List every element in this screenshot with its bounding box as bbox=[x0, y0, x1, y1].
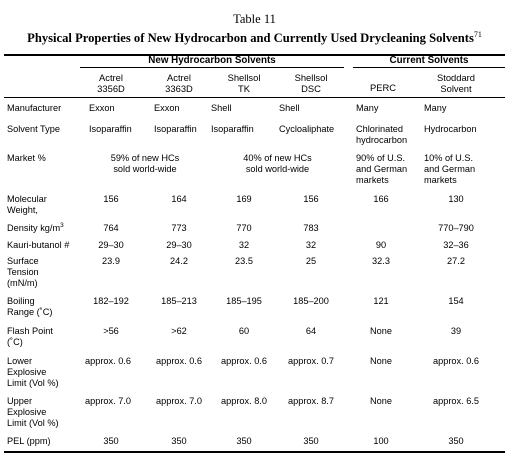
group-rule-new bbox=[80, 67, 344, 68]
cell-manufacturer-actrel-3356d: Exxon bbox=[89, 103, 115, 113]
cell-solvent-type-shellsol-dsc: Cycloaliphate bbox=[279, 124, 335, 134]
cell-flash-point-actrel-3363d: >62 bbox=[171, 326, 187, 336]
label-line: Surface bbox=[7, 256, 39, 266]
label-line: Range (˚C) bbox=[7, 307, 53, 317]
cell-boiling-range-actrel-3356d: 182–192 bbox=[93, 296, 129, 306]
column-header-line: Shellsol bbox=[294, 72, 328, 83]
column-header-line: Shellsol bbox=[227, 72, 261, 83]
cell-lel-stoddard: approx. 0.6 bbox=[433, 356, 479, 366]
cell-surface-tension-actrel-3363d: 24.2 bbox=[170, 256, 188, 266]
label-line: (˚C) bbox=[7, 337, 23, 347]
row-label-lower-explosive-limit bbox=[7, 356, 59, 389]
cell-pel-perc: 100 bbox=[373, 436, 389, 446]
cell-surface-tension-stoddard: 27.2 bbox=[447, 256, 465, 266]
cell-solvent-type-perc bbox=[356, 124, 407, 146]
cell-kauri-perc: 90 bbox=[375, 240, 387, 250]
cell-line: 10% of U.S. bbox=[424, 153, 474, 163]
label-line: Explosive bbox=[7, 367, 47, 377]
cell-manufacturer-stoddard: Many bbox=[424, 103, 447, 113]
cell-boiling-range-shellsol-dsc: 185–200 bbox=[293, 296, 329, 306]
cell-molecular-weight-shellsol-tk: 169 bbox=[236, 194, 252, 204]
column-header-line: 3363D bbox=[165, 83, 193, 94]
cell-solvent-type-shellsol-tk: Isoparaffin bbox=[211, 124, 254, 134]
cell-density-actrel-3356d: 764 bbox=[103, 223, 119, 233]
cell-market-perc bbox=[356, 153, 407, 186]
cell-line: markets bbox=[356, 175, 389, 185]
cell-lel-shellsol-tk: approx. 0.6 bbox=[221, 356, 267, 366]
cell-market-exxon bbox=[80, 153, 210, 175]
cell-line: hydrocarbon bbox=[356, 135, 408, 145]
cell-molecular-weight-actrel-3363d: 164 bbox=[171, 194, 187, 204]
label-line: Limit (Vol %) bbox=[7, 418, 59, 428]
cell-pel-actrel-3363d: 350 bbox=[171, 436, 187, 446]
cell-line: 90% of U.S. bbox=[356, 153, 406, 163]
cell-molecular-weight-stoddard: 130 bbox=[448, 194, 464, 204]
cell-density-shellsol-dsc: 783 bbox=[303, 223, 319, 233]
label-superscript: 3 bbox=[60, 222, 64, 229]
column-header-line: Solvent bbox=[440, 83, 472, 94]
cell-line: Chlorinated bbox=[356, 124, 403, 134]
bottom-rule bbox=[4, 451, 505, 453]
cell-molecular-weight-actrel-3356d: 156 bbox=[103, 194, 119, 204]
cell-kauri-shellsol-dsc: 32 bbox=[305, 240, 317, 250]
cell-manufacturer-shellsol-tk: Shell bbox=[211, 103, 232, 113]
cell-kauri-stoddard: 32–36 bbox=[443, 240, 469, 250]
cell-density-stoddard: 770–790 bbox=[438, 223, 474, 233]
cell-line: and German bbox=[424, 164, 476, 174]
cell-manufacturer-perc: Many bbox=[356, 103, 379, 113]
cell-kauri-actrel-3356d: 29–30 bbox=[98, 240, 124, 250]
cell-boiling-range-stoddard: 154 bbox=[448, 296, 464, 306]
label-line: Explosive bbox=[7, 407, 47, 417]
cell-manufacturer-actrel-3363d: Exxon bbox=[154, 103, 180, 113]
row-label-upper-explosive-limit bbox=[7, 396, 59, 429]
row-label-density bbox=[7, 223, 64, 234]
column-header-perc: PERC bbox=[369, 82, 397, 93]
label-line: Lower bbox=[7, 356, 33, 366]
cell-kauri-shellsol-tk: 32 bbox=[238, 240, 250, 250]
column-header-shellsol-dsc bbox=[280, 72, 342, 94]
cell-market-shell bbox=[213, 153, 342, 175]
cell-surface-tension-perc: 32.3 bbox=[372, 256, 390, 266]
table-number: Table 11 bbox=[233, 12, 276, 26]
cell-boiling-range-actrel-3363d: 185–213 bbox=[161, 296, 197, 306]
row-label-solvent-type: Solvent Type bbox=[7, 124, 60, 134]
cell-flash-point-shellsol-tk: 60 bbox=[238, 326, 250, 336]
cell-manufacturer-shellsol-dsc: Shell bbox=[279, 103, 300, 113]
column-header-line: 3356D bbox=[97, 83, 125, 94]
label-line: Weight, bbox=[7, 205, 38, 215]
row-label-molecular-weight bbox=[7, 194, 47, 216]
cell-solvent-type-actrel-3356d: Isoparaffin bbox=[89, 124, 132, 134]
label-line: Tension bbox=[7, 267, 39, 277]
cell-kauri-actrel-3363d: 29–30 bbox=[166, 240, 192, 250]
cell-uel-shellsol-tk: approx. 8.0 bbox=[221, 396, 267, 406]
column-header-line: Actrel bbox=[167, 72, 191, 83]
label-line: Molecular bbox=[7, 194, 47, 204]
column-header-actrel-3363d bbox=[148, 72, 210, 94]
group-header-current: Current Solvents bbox=[389, 55, 469, 66]
caption-text: Physical Properties of New Hydrocarbon and Currently Used Drycleaning Solvents bbox=[27, 31, 474, 45]
cell-flash-point-stoddard: 39 bbox=[450, 326, 462, 336]
cell-surface-tension-shellsol-tk: 23.5 bbox=[235, 256, 253, 266]
cell-boiling-range-shellsol-tk: 185–195 bbox=[226, 296, 262, 306]
label-line: Upper bbox=[7, 396, 33, 406]
column-header-line: DSC bbox=[301, 83, 321, 94]
cell-uel-perc: None bbox=[370, 396, 392, 406]
cell-line: markets bbox=[424, 175, 457, 185]
column-header-shellsol-tk bbox=[213, 72, 275, 94]
cell-market-stoddard bbox=[424, 153, 475, 186]
row-label-surface-tension bbox=[7, 256, 39, 289]
label-line: Limit (Vol %) bbox=[7, 378, 59, 388]
cell-lel-perc: None bbox=[370, 356, 392, 366]
table-caption bbox=[0, 30, 509, 46]
cell-pel-stoddard: 350 bbox=[448, 436, 464, 446]
cell-flash-point-perc: None bbox=[370, 326, 392, 336]
header-rule bbox=[4, 97, 505, 98]
cell-density-shellsol-tk: 770 bbox=[236, 223, 252, 233]
cell-pel-shellsol-dsc: 350 bbox=[303, 436, 319, 446]
cell-solvent-type-actrel-3363d: Isoparaffin bbox=[154, 124, 197, 134]
cell-lel-shellsol-dsc: approx. 0.7 bbox=[288, 356, 334, 366]
label-text: Density kg/m bbox=[7, 223, 61, 233]
cell-surface-tension-actrel-3356d: 23.9 bbox=[102, 256, 120, 266]
group-header-new: New Hydrocarbon Solvents bbox=[148, 55, 276, 66]
cell-line: sold world-wide bbox=[113, 164, 177, 174]
cell-flash-point-shellsol-dsc: 64 bbox=[305, 326, 317, 336]
cell-line: and German bbox=[356, 164, 408, 174]
cell-molecular-weight-shellsol-dsc: 156 bbox=[303, 194, 319, 204]
cell-line: 59% of new HCs bbox=[110, 153, 180, 163]
row-label-boiling-range bbox=[7, 296, 52, 318]
cell-density-actrel-3363d: 773 bbox=[171, 223, 187, 233]
cell-surface-tension-shellsol-dsc: 25 bbox=[305, 256, 317, 266]
row-label-market: Market % bbox=[7, 153, 46, 163]
cell-uel-actrel-3363d: approx. 7.0 bbox=[156, 396, 202, 406]
column-header-line: TK bbox=[238, 83, 250, 94]
cell-boiling-range-perc: 121 bbox=[373, 296, 389, 306]
column-header-stoddard-solvent bbox=[425, 72, 487, 94]
column-header-actrel-3356d bbox=[80, 72, 142, 94]
cell-solvent-type-stoddard: Hydrocarbon bbox=[424, 124, 477, 134]
label-line: Flash Point bbox=[7, 326, 53, 336]
cell-uel-actrel-3356d: approx. 7.0 bbox=[85, 396, 131, 406]
row-label-flash-point bbox=[7, 326, 53, 348]
column-header-line: Stoddard bbox=[436, 72, 476, 83]
group-rule-current bbox=[353, 67, 505, 68]
label-line: (mN/m) bbox=[7, 278, 38, 288]
caption-reference: 71 bbox=[473, 30, 482, 39]
cell-uel-stoddard: approx. 6.5 bbox=[433, 396, 479, 406]
row-label-pel: PEL (ppm) bbox=[7, 436, 51, 446]
cell-uel-shellsol-dsc: approx. 8.7 bbox=[288, 396, 334, 406]
cell-line: sold world-wide bbox=[245, 164, 310, 174]
cell-pel-actrel-3356d: 350 bbox=[103, 436, 119, 446]
cell-lel-actrel-3356d: approx. 0.6 bbox=[85, 356, 131, 366]
cell-flash-point-actrel-3356d: >56 bbox=[103, 326, 119, 336]
cell-line: 40% of new HCs bbox=[243, 153, 312, 163]
column-header-line: Actrel bbox=[99, 72, 123, 83]
cell-molecular-weight-perc: 166 bbox=[373, 194, 389, 204]
row-label-manufacturer: Manufacturer bbox=[7, 103, 62, 113]
row-label-kauri-butanol: Kauri-butanol # bbox=[7, 240, 70, 250]
cell-pel-shellsol-tk: 350 bbox=[236, 436, 252, 446]
label-line: Boiling bbox=[7, 296, 35, 306]
cell-lel-actrel-3363d: approx. 0.6 bbox=[156, 356, 202, 366]
